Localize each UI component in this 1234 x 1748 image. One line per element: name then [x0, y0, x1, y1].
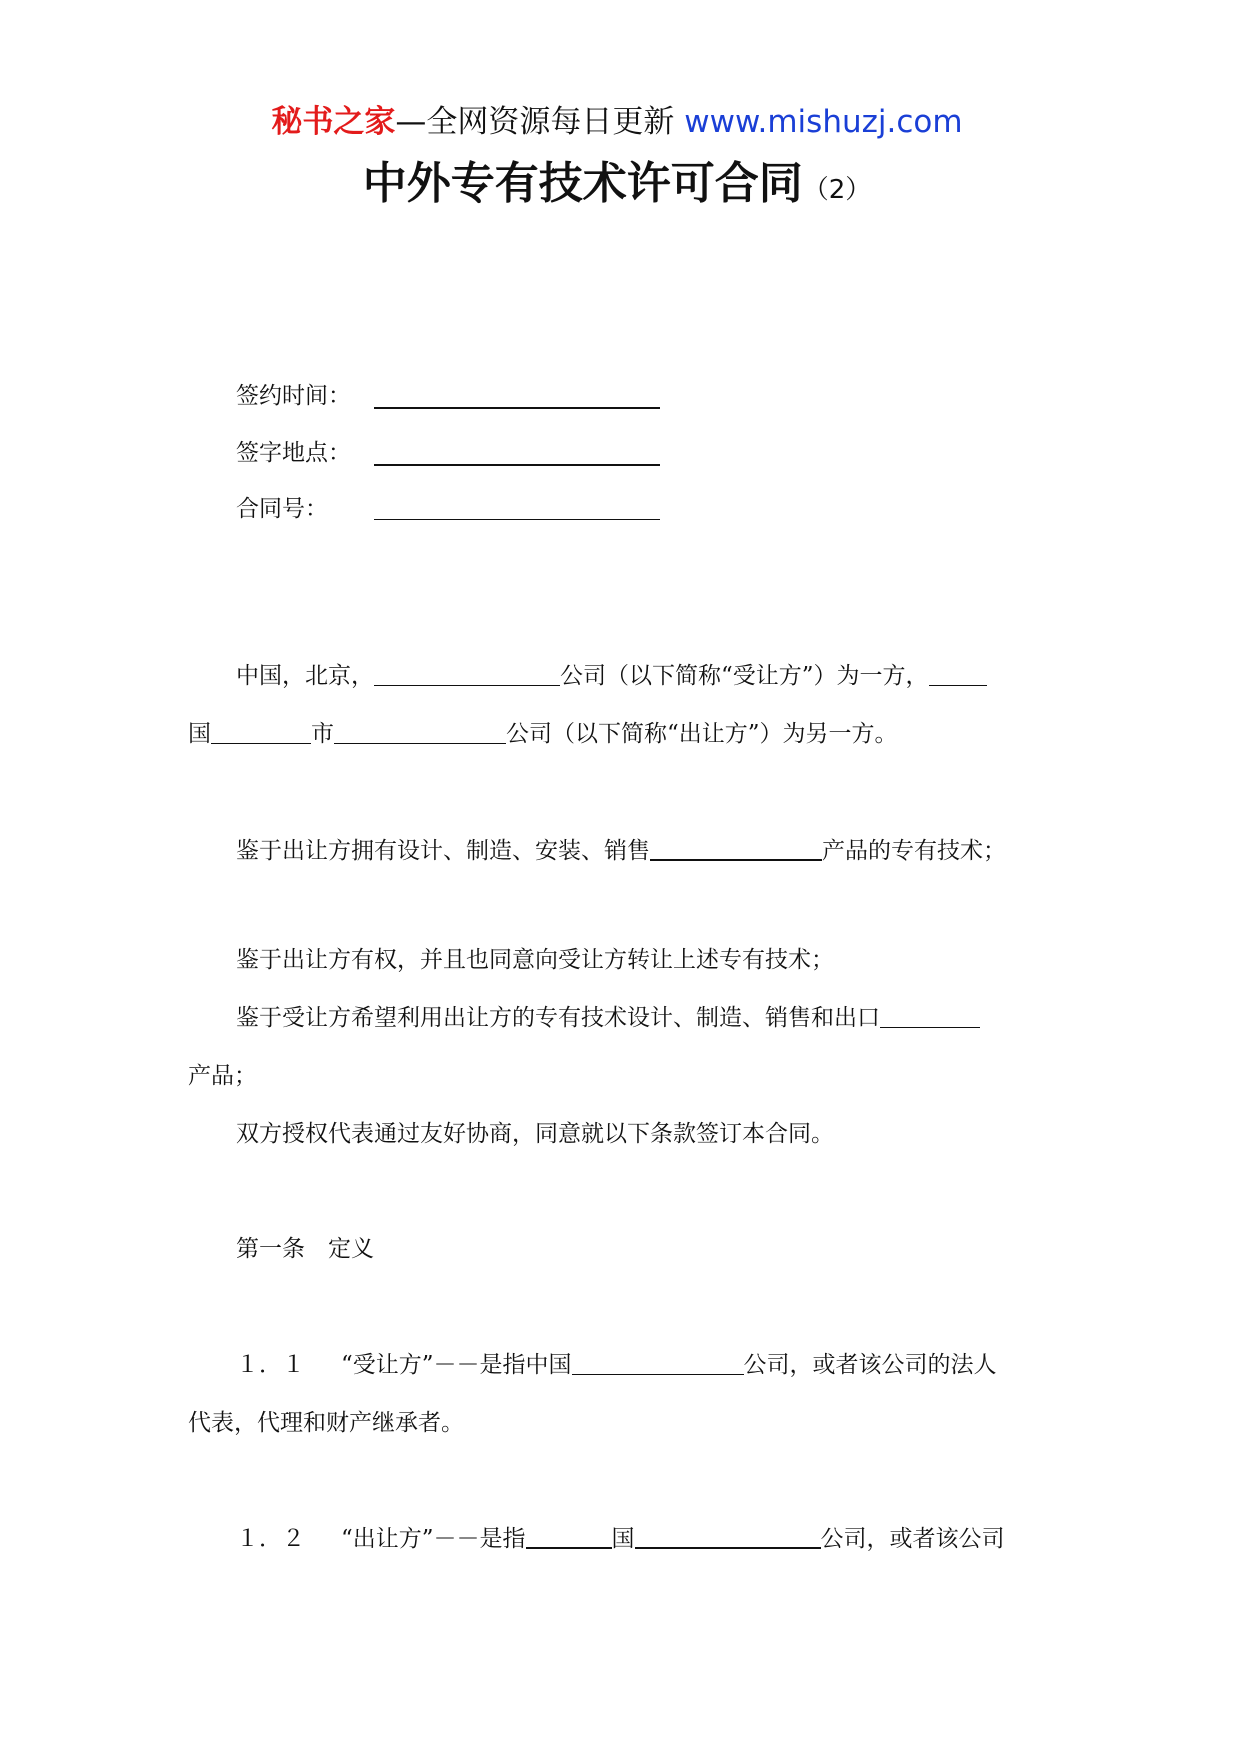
parties-text-2a: 国 — [188, 721, 211, 747]
sign-time-label: 签约时间： — [236, 383, 351, 409]
parties-text-1a: 中国，北京， — [236, 663, 374, 689]
clause-1-2-text-c: 公司，或者该公司 — [820, 1526, 1005, 1552]
clause-1-2 — [236, 1523, 1005, 1555]
site-header — [0, 100, 1234, 144]
clause-1-1-text-b: 公司，或者该公司的法人 — [743, 1352, 997, 1378]
recital-1 — [236, 835, 1006, 867]
parties-text-2b: 市 — [311, 721, 334, 747]
header-url[interactable]: www.mishuzj.com — [684, 104, 963, 140]
clause-1-1 — [236, 1349, 997, 1381]
contract-no-label: 合同号： — [236, 496, 328, 522]
licensee-name-blank[interactable] — [572, 1350, 744, 1375]
recital-1b: 产品的专有技术； — [822, 838, 1006, 864]
clause-1-1-cont: 代表，代理和财产继承者。 — [188, 1410, 464, 1436]
parties-text-2c: 公司（以下简称“出让方”）为另一方。 — [506, 721, 898, 747]
clause-1-2-text-b: 国 — [611, 1526, 635, 1552]
parties-line-1 — [236, 660, 987, 692]
title-suffix: （2） — [802, 175, 872, 205]
sign-place-label: 签字地点： — [236, 440, 351, 466]
recital-4: 双方授权代表通过友好协商，同意就以下条款签订本合同。 — [236, 1121, 834, 1147]
clause-1-2-number: １．２ — [236, 1526, 305, 1552]
article-1-heading: 第一条 定义 — [236, 1236, 374, 1262]
licensor-company-blank[interactable] — [334, 719, 506, 744]
licensee-company-blank[interactable] — [374, 661, 560, 686]
header-tagline: —全网资源每日更新 — [395, 104, 675, 140]
contract-no-blank[interactable] — [374, 519, 660, 520]
clause-1-1-number: １．１ — [236, 1352, 305, 1378]
document-title — [0, 154, 1234, 220]
sign-time-blank[interactable] — [374, 407, 660, 409]
licensor-country-blank-2[interactable] — [211, 719, 311, 744]
recital-3 — [236, 1002, 980, 1034]
brand-name: 秘书之家 — [271, 104, 396, 140]
licensor-name-blank[interactable] — [635, 1523, 821, 1549]
licensor-country-blank-3[interactable] — [526, 1523, 612, 1549]
parties-text-1b: 公司（以下简称“受让方”）为一方， — [560, 663, 929, 689]
clause-1-2-text-a: “出让方”－－是指 — [341, 1526, 526, 1552]
recital-3a: 鉴于受让方希望利用出让方的专有技术设计、制造、销售和出口 — [236, 1005, 880, 1031]
clause-1-1-text-a: “受让方”－－是指中国 — [341, 1352, 572, 1378]
product-blank-1[interactable] — [650, 835, 822, 861]
product-blank-2[interactable] — [880, 1003, 980, 1028]
title-main: 中外专有技术许可合同 — [362, 158, 803, 209]
sign-place-blank[interactable] — [374, 464, 660, 466]
licensor-country-blank-1[interactable] — [929, 661, 987, 686]
recital-3-cont: 产品； — [188, 1063, 257, 1089]
recital-2: 鉴于出让方有权，并且也同意向受让方转让上述专有技术； — [236, 947, 834, 973]
parties-line-2 — [188, 718, 898, 750]
recital-1a: 鉴于出让方拥有设计、制造、安装、销售 — [236, 838, 650, 864]
